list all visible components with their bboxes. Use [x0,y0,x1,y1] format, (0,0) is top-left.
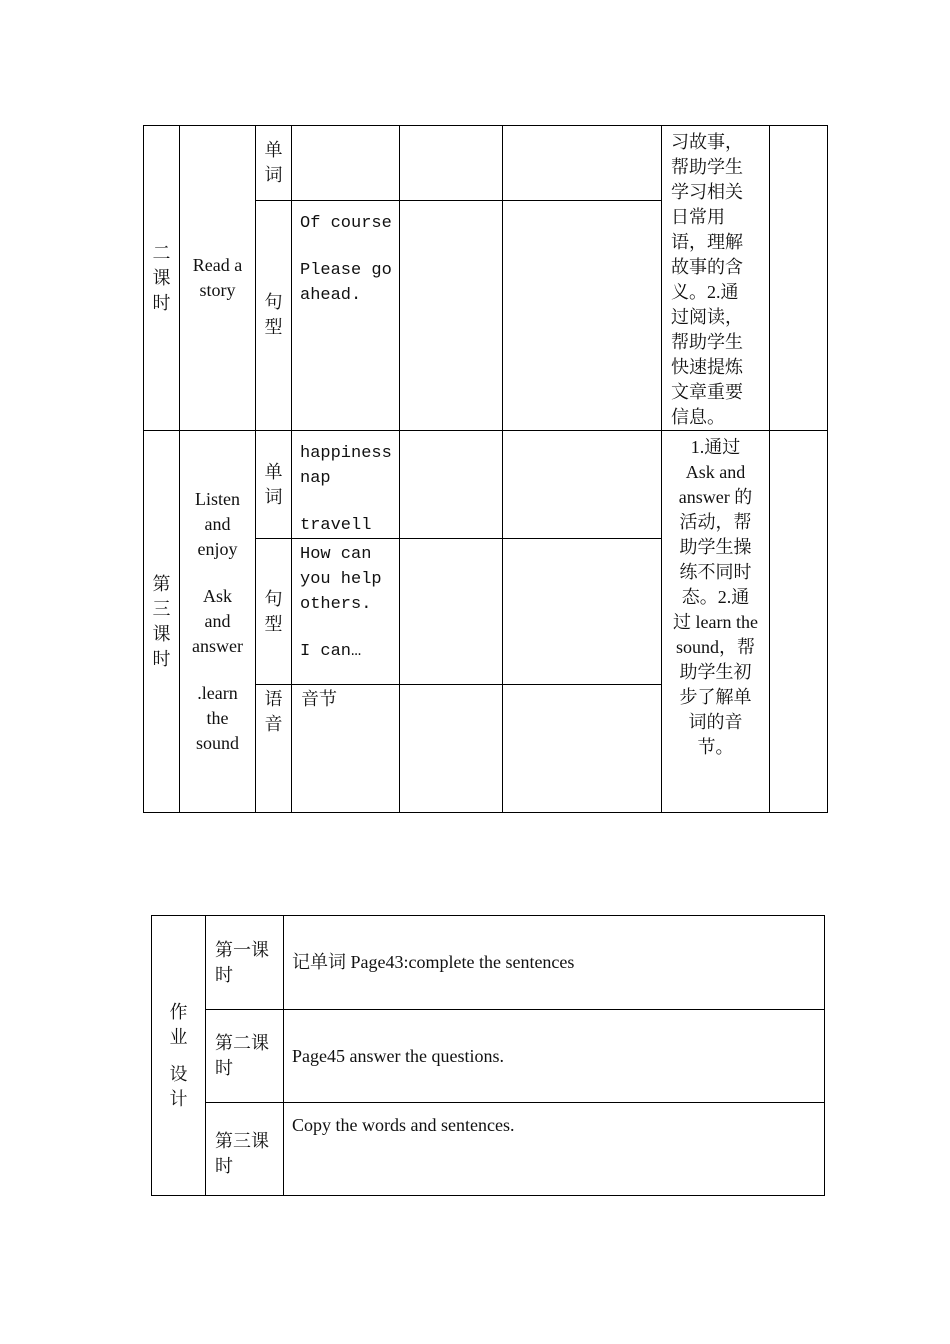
lesson3-goals-cell [662,431,770,813]
lesson3-phonics: 音节 [301,689,337,709]
lesson2-label-cell [144,126,180,431]
homework-row [152,916,825,1010]
homework-row [152,1103,825,1196]
lesson3-goal-line: 节。 [697,737,734,757]
lesson3-activity-line: enjoy [197,539,238,559]
lesson2-goal-line: 语，理解 [671,232,743,252]
lesson3-goal-line: Ask and [685,462,746,482]
lesson3-empty-b2 [503,539,662,685]
lesson3-empty-a2 [400,539,503,685]
homework-title-char: 业 [169,1026,188,1047]
homework-lesson-1: 第一课时 [206,916,284,1010]
lesson3-words-row [144,431,828,539]
lesson3-sentence: others. [300,595,372,614]
lesson3-empty-a1 [400,431,503,539]
lesson3-goal-line: 步了解单 [679,687,752,707]
homework-title-char: 计 [169,1088,188,1109]
lesson2-notes-cell [770,126,828,431]
lesson2-goal-line: 学习相关 [671,182,743,202]
lesson3-words-label-cell [256,431,292,539]
lesson2-words-label-cell [256,126,292,201]
lesson-plan-table [143,125,828,813]
lesson3-activity-line: answer [192,636,243,656]
lesson2-label: 二课时 [152,242,171,313]
lesson3-phonics-label: 语音 [264,689,283,734]
lesson3-phonics-label-cell [256,685,292,813]
homework-task-1: 记单词 Page43:complete the sentences [284,916,825,1010]
lesson3-goal-line: 态。2.通 [681,587,750,607]
lesson2-goal-line: 义。2.通 [671,282,739,302]
lesson2-sentence: Please go ahead. [300,260,392,305]
lesson3-empty-b1 [503,431,662,539]
lesson2-goal-line: 过阅读， [671,307,743,327]
lesson3-goal-line: 练不同时 [679,562,752,582]
lesson3-words-cell [292,431,400,539]
lesson3-goal-line: answer 的 [678,487,753,507]
lesson3-activity-line: Listen [195,489,240,509]
homework-title-cell [152,916,206,1196]
lesson2-goal-line: 帮助学生 [671,332,743,352]
lesson2-goal-line: 文章重要 [671,382,743,402]
lesson2-activity: Read a story [192,255,243,300]
lesson2-empty-b1 [503,126,662,201]
lesson3-label-cell [144,431,180,813]
lesson2-empty-a1 [400,126,503,201]
lesson3-goal-line: 词的音 [688,712,743,732]
lesson3-activity-line: Ask [202,586,232,606]
lesson2-goal-line: 习故事， [671,132,743,152]
lesson3-words-label: 单词 [264,461,283,507]
homework-design-table [151,915,825,1196]
lesson2-goal-line: 快速提炼 [671,357,743,377]
lesson3-word: happiness [300,444,392,463]
lesson3-activity-line: and [204,514,231,534]
lesson3-activity-line: sound [195,733,239,753]
lesson3-goal-line: 1.通过 [690,437,741,457]
lesson2-sentences-cell [292,200,400,430]
lesson2-words-cell [292,126,400,201]
lesson2-goal-line: 日常用 [671,207,725,227]
lesson3-sentence: you help [300,570,382,589]
lesson2-goals-cell [662,126,770,431]
lesson3-empty-b3 [503,685,662,813]
homework-task-3: Copy the words and sentences. [284,1103,825,1196]
lesson2-goal-line: 帮助学生 [671,157,743,177]
homework-lesson-3: 第三课时 [206,1103,284,1196]
lesson3-sentences-label-cell [256,539,292,685]
lesson2-words-row [144,126,828,201]
lesson3-activity-line: .learn [197,683,238,703]
homework-row [152,1010,825,1103]
lesson3-activities-cell [180,431,256,813]
lesson2-goal-line: 故事的含 [671,257,743,277]
lesson3-label: 第三课时 [152,573,171,669]
homework-title-char: 作 [169,1001,188,1022]
lesson3-sentence: How can [300,545,372,564]
lesson3-word: nap [300,469,331,488]
lesson3-sentences-cell [292,539,400,685]
lesson2-activity-cell [180,126,256,431]
lesson3-activity-line: and [204,611,231,631]
lesson3-notes-cell [770,431,828,813]
lesson3-goal-line: 过 learn the [673,612,758,632]
lesson3-empty-a3 [400,685,503,813]
lesson2-goal-line: 信息。 [671,407,725,427]
lesson2-sentence: Of course [300,213,392,233]
lesson3-phonics-cell [292,685,400,813]
lesson3-sentence: I can… [300,642,362,661]
lesson2-empty-b2 [503,200,662,430]
lesson3-activity-line: the [206,708,229,728]
lesson2-sentences-label-cell [256,200,292,430]
lesson3-goal-line: 助学生初 [679,662,752,682]
lesson2-empty-a2 [400,200,503,430]
lesson3-word: travell [300,516,372,535]
homework-title-char: 设 [169,1063,188,1084]
homework-task-2: Page45 answer the questions. [284,1010,825,1103]
lesson3-goal-line: sound，帮 [675,637,755,657]
lesson3-sentences-label: 句型 [264,588,283,634]
lesson3-goal-line: 活动，帮 [679,512,752,532]
lesson2-sentences-label: 句型 [264,292,283,338]
homework-lesson-2: 第二课时 [206,1010,284,1103]
lesson2-words-label: 单词 [264,139,283,185]
lesson3-goal-line: 助学生操 [679,537,752,557]
